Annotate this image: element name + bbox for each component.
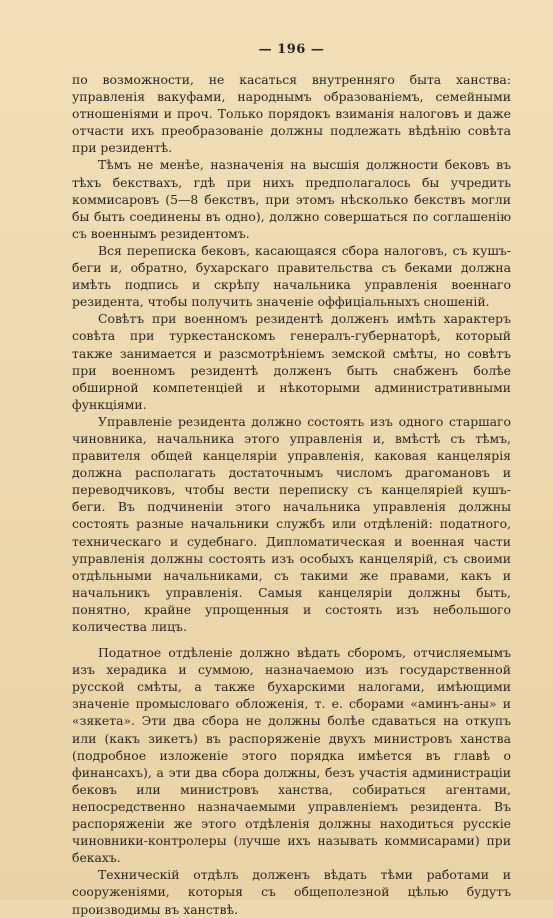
paragraph-2: Тѣмъ не менѣе, назначенія на высшія должности бековъ въ тѣхъ бекствахъ, гдѣ при нихъ предполагалось бы учредить коммисаровъ (5—8 бекствъ, при этомъ нѣсколько бекствъ могли бы быть соединены въ одно), должно совершаться по соглашенію съ военнымъ резидентомъ. — [72, 157, 511, 241]
paragraph-6: Податное отдѣленіе должно вѣдать сборомъ, отчисляемымъ изъ херадика и суммою, назначаемою изъ государственной русской смѣты, а также бухарскими налогами, имѣющими значеніе промысловаго обложенія, т. е. сборами «аминъ-аны» и «зякета». Эти два сбора не должны болѣе сдаваться на откупъ или (какъ зикетъ) въ распоряженіе двухъ министровъ ханства (подробное изложеніе этого порядка имѣется въ главѣ о финансахъ), а эти два сбора должны, безъ участія администраціи бековъ или министровъ ханства, собираться агентами, непосредственно назначаемыми управленіемъ резидента. Въ распоряженіи же этого отдѣленія должны находиться русскіе чиновники-контролеры (лучше ихъ называть коммисарами) при бекахъ. — [72, 645, 511, 866]
paragraph-1: по возможности, не касаться внутренняго быта ханства: управленія вакуфами, народнымъ образованіемъ, семейными отношеніями и проч. Только порядокъ взиманія налоговъ и даже отчасти ихъ преобразованіе должны подлежать вѣдѣнію совѣта при резидентѣ. — [72, 72, 511, 156]
paragraph-3: Вся переписка бековъ, касающаяся сбора налоговъ, съ кушъ-беги и, обратно, бухарскаго правительства съ беками должна имѣть подпись и скрѣпу начальника управленія военнаго резидента, чтобы получить значеніе оффиціальныхъ сношеній. — [72, 242, 511, 310]
paragraph-5: Управленіе резидента должно состоять изъ одного старшаго чиновника, начальника этого управленія и, вмѣстѣ съ тѣмъ, правителя общей канцеляріи управленія, каковая канцелярія должна располагать достаточнымъ числомъ драгомановъ и переводчиковъ, чтобы вести переписку съ канцеляріей кушъ-беги. Въ подчиненіи этого начальника управленія должны состоять разные начальники службъ или отдѣленій: податного, техническаго и судебнаго. Дипломатическая и военная части управленія должны состоять изъ особыхъ канцелярій, съ своими отдѣльными начальниками, съ такими же правами, какъ и начальникъ управленія. Самыя канцеляріи должны быть, понятно, крайне упрощенныя и состоять изъ небольшого количества лицъ. — [72, 413, 511, 634]
paragraph-4: Совѣтъ при военномъ резидентѣ долженъ имѣть характеръ совѣта при туркестанскомъ генералъ-губернаторѣ, который также занимается и разсмотрѣніемъ земской смѣты, но совѣтъ при военномъ резидентѣ долженъ быть снабженъ болѣе обширной компетенціей и нѣкоторыми административными функціями. — [72, 311, 511, 412]
body-text — [72, 71, 511, 918]
paragraph-7: Техническій отдѣлъ долженъ вѣдать тѣми работами и сооруженіями, которыя съ общеполезной цѣлью будутъ производимы въ ханствѣ. — [72, 867, 511, 917]
page-number: — 196 — — [258, 42, 325, 57]
